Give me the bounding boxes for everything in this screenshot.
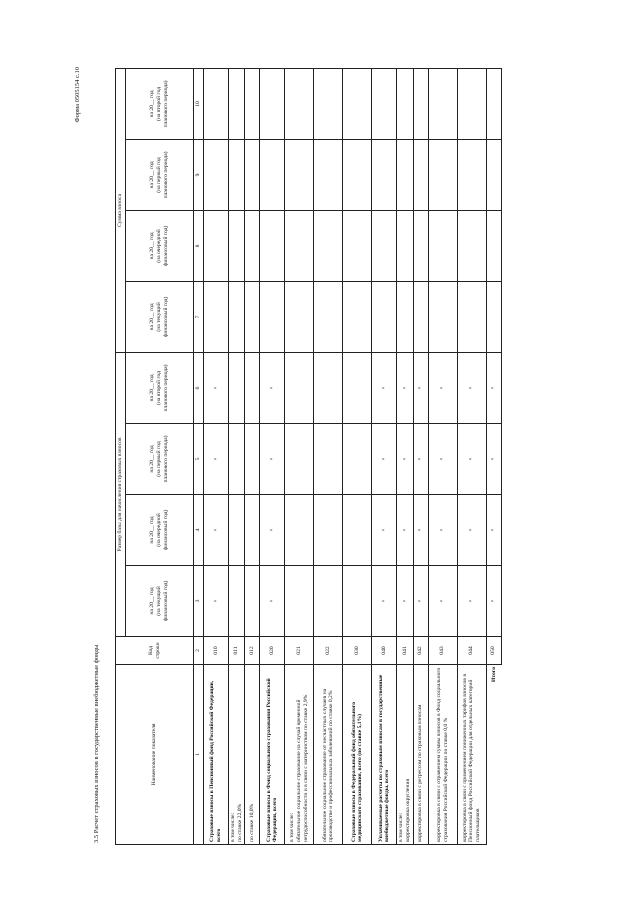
value-cell[interactable] xyxy=(314,424,343,495)
table-row xyxy=(285,68,314,844)
value-cell[interactable]: × xyxy=(204,352,229,423)
value-cell[interactable] xyxy=(457,210,486,281)
value-cell[interactable]: × xyxy=(260,424,285,495)
value-cell[interactable] xyxy=(457,139,486,210)
value-cell[interactable] xyxy=(397,210,413,281)
column-number: 8 xyxy=(194,210,204,281)
row-name: по ставке 10,0% xyxy=(245,665,260,845)
total-code: 050 xyxy=(486,637,501,665)
year-header-line: финансовый год) xyxy=(162,225,169,267)
row-name: корректировка в связи с отражением суммы взносов в Фонд социального страхования Российской Федерации по ставке 0,0 % xyxy=(428,665,457,845)
column-number: 1 xyxy=(194,665,204,845)
value-cell[interactable]: × xyxy=(413,352,428,423)
total-value-cell[interactable] xyxy=(486,68,501,139)
year-header-line: на 20__ год xyxy=(149,303,156,331)
row-code: 020 xyxy=(260,637,285,665)
value-cell[interactable] xyxy=(204,210,229,281)
col-header-code: Код строки xyxy=(116,637,194,665)
year-header-line: (на очередной xyxy=(156,229,163,263)
value-cell[interactable] xyxy=(343,210,372,281)
row-name: Страховые взносы в Пенсионный фонд Российской Федерации, всего xyxy=(204,665,229,845)
value-cell[interactable] xyxy=(314,566,343,637)
row-name: корректировка в связи с регрессом по страховым взносам xyxy=(413,665,428,845)
value-cell[interactable] xyxy=(428,210,457,281)
value-cell[interactable] xyxy=(260,210,285,281)
section-title: 3.5 Расчет страховых взносов в государственные внебюджетные фонды xyxy=(93,644,100,843)
value-cell[interactable]: × xyxy=(428,424,457,495)
year-header xyxy=(126,139,194,210)
value-cell[interactable] xyxy=(397,281,413,352)
value-cell[interactable] xyxy=(397,139,413,210)
value-cell[interactable]: × xyxy=(204,424,229,495)
row-name: обязательное социальное страхование от несчастных случаев на производстве и профессиональных заболеваний по ставке 0,2% xyxy=(314,665,343,845)
year-header-line: финансовый год) xyxy=(162,296,169,338)
value-cell[interactable] xyxy=(204,68,229,139)
row-code: 043 xyxy=(428,637,457,665)
value-cell[interactable] xyxy=(245,566,260,637)
year-header xyxy=(126,566,194,637)
table-row xyxy=(343,68,372,844)
value-cell[interactable]: × xyxy=(428,352,457,423)
value-cell[interactable] xyxy=(428,139,457,210)
year-header-line: финансовый год) xyxy=(162,509,169,551)
total-row xyxy=(486,68,501,844)
row-name: в том числе: по ставке 22,0% xyxy=(229,665,245,845)
value-cell[interactable] xyxy=(372,68,397,139)
table-row xyxy=(204,68,229,844)
value-cell[interactable] xyxy=(343,566,372,637)
contributions-table xyxy=(115,68,502,845)
group-header-sum: Сумма взноса xyxy=(116,68,126,352)
year-header-line: (на первый год xyxy=(156,441,163,477)
column-number: 5 xyxy=(194,424,204,495)
value-cell[interactable] xyxy=(285,68,314,139)
column-number: 7 xyxy=(194,281,204,352)
value-cell[interactable]: × xyxy=(428,495,457,566)
value-cell[interactable] xyxy=(343,68,372,139)
year-header-line: на 20__ год xyxy=(149,445,156,473)
year-header-line: (на очередной xyxy=(156,513,163,547)
row-code: 030 xyxy=(343,637,372,665)
table-row xyxy=(314,68,343,844)
value-cell[interactable] xyxy=(229,210,245,281)
year-header-line: на 20__ год xyxy=(149,587,156,615)
total-value-cell[interactable]: × xyxy=(486,424,501,495)
row-code: 044 xyxy=(457,637,486,665)
value-cell[interactable]: × xyxy=(372,424,397,495)
value-cell[interactable]: × xyxy=(372,495,397,566)
col-header-name: Наименование показателя xyxy=(116,665,194,845)
value-cell[interactable] xyxy=(229,424,245,495)
value-cell[interactable] xyxy=(343,352,372,423)
value-cell[interactable]: × xyxy=(397,495,413,566)
value-cell[interactable] xyxy=(245,68,260,139)
year-header xyxy=(126,68,194,139)
table-row xyxy=(372,68,397,844)
year-header-line: финансовый год) xyxy=(162,580,169,622)
value-cell[interactable] xyxy=(245,424,260,495)
row-name: корректировка в связи с применением пониженных тарифов взносов в Пенсионный фонд Российской Федерации для отдельных категорий плательщиков xyxy=(457,665,486,845)
value-cell[interactable] xyxy=(428,68,457,139)
row-name: Страховые взносы в Фонд социального страхования Российской Федерации, всего xyxy=(260,665,285,845)
value-cell[interactable] xyxy=(397,68,413,139)
total-value-cell[interactable] xyxy=(486,139,501,210)
year-header xyxy=(126,352,194,423)
year-header-line: (на первый год xyxy=(156,157,163,193)
value-cell[interactable]: × xyxy=(457,424,486,495)
row-code: 021 xyxy=(285,637,314,665)
row-code: 041 xyxy=(397,637,413,665)
column-number: 4 xyxy=(194,495,204,566)
table-row xyxy=(457,68,486,844)
value-cell[interactable] xyxy=(229,352,245,423)
value-cell[interactable] xyxy=(413,68,428,139)
value-cell[interactable]: × xyxy=(204,495,229,566)
value-cell[interactable] xyxy=(314,281,343,352)
value-cell[interactable]: × xyxy=(260,495,285,566)
group-header-base: Размер базы для начисления страховых взносов xyxy=(116,352,126,636)
value-cell[interactable]: × xyxy=(372,566,397,637)
table-row xyxy=(260,68,285,844)
row-code: 040 xyxy=(372,637,397,665)
value-cell[interactable] xyxy=(229,139,245,210)
total-value-cell[interactable] xyxy=(486,210,501,281)
table-row xyxy=(397,68,413,844)
table-row xyxy=(428,68,457,844)
total-value-cell[interactable] xyxy=(486,281,501,352)
value-cell[interactable]: × xyxy=(457,495,486,566)
value-cell[interactable] xyxy=(314,495,343,566)
row-code: 012 xyxy=(245,637,260,665)
total-value-cell[interactable]: × xyxy=(486,495,501,566)
value-cell[interactable] xyxy=(285,495,314,566)
value-cell[interactable] xyxy=(372,281,397,352)
value-cell[interactable] xyxy=(204,139,229,210)
row-name: в том числе: корректировка округления xyxy=(397,665,413,845)
year-header-line: планового периода) xyxy=(162,435,169,483)
row-code: 010 xyxy=(204,637,229,665)
value-cell[interactable]: × xyxy=(457,566,486,637)
year-header-line: (на второй год xyxy=(156,370,163,405)
form-reference: Форма 0505154 с.10 xyxy=(74,67,81,123)
value-cell[interactable] xyxy=(343,495,372,566)
total-value-cell[interactable]: × xyxy=(486,566,501,637)
value-cell[interactable] xyxy=(314,68,343,139)
value-cell[interactable]: × xyxy=(260,352,285,423)
value-cell[interactable] xyxy=(285,352,314,423)
row-code: 042 xyxy=(413,637,428,665)
value-cell[interactable] xyxy=(285,566,314,637)
value-cell[interactable] xyxy=(204,281,229,352)
value-cell[interactable] xyxy=(260,68,285,139)
row-name: в том числе: обязательное социальное страхование на случай временной нетрудоспособности и в связи с материнством по ставке 2,9% xyxy=(285,665,314,845)
value-cell[interactable] xyxy=(245,352,260,423)
year-header xyxy=(126,495,194,566)
value-cell[interactable] xyxy=(413,281,428,352)
row-code: 011 xyxy=(229,637,245,665)
year-header-line: на 20__ год xyxy=(149,161,156,189)
value-cell[interactable] xyxy=(343,139,372,210)
value-cell[interactable] xyxy=(245,139,260,210)
value-cell[interactable]: × xyxy=(413,424,428,495)
column-number: 3 xyxy=(194,566,204,637)
value-cell[interactable]: × xyxy=(428,566,457,637)
year-header-line: планового периода) xyxy=(162,151,169,199)
row-name: Страховые взносы в Федеральный фонд обязательного медицинского страхования, всего (по ставке 5,1%) xyxy=(343,665,372,845)
value-cell[interactable] xyxy=(229,495,245,566)
value-cell[interactable] xyxy=(314,352,343,423)
value-cell[interactable]: × xyxy=(413,495,428,566)
year-header-line: планового периода) xyxy=(162,364,169,412)
value-cell[interactable] xyxy=(229,68,245,139)
value-cell[interactable] xyxy=(372,139,397,210)
value-cell[interactable] xyxy=(260,139,285,210)
column-number: 10 xyxy=(194,68,204,139)
year-header-line: на 20__ год xyxy=(149,516,156,544)
value-cell[interactable]: × xyxy=(413,566,428,637)
value-cell[interactable] xyxy=(457,68,486,139)
total-value-cell[interactable]: × xyxy=(486,352,501,423)
column-number: 2 xyxy=(194,637,204,665)
year-header-line: (на текущий xyxy=(156,586,163,616)
value-cell[interactable] xyxy=(314,210,343,281)
value-cell[interactable] xyxy=(245,281,260,352)
value-cell[interactable] xyxy=(285,139,314,210)
year-header xyxy=(126,281,194,352)
value-cell[interactable] xyxy=(245,495,260,566)
year-header-line: на 20__ год xyxy=(149,232,156,260)
value-cell[interactable] xyxy=(413,210,428,281)
year-header-line: на 20__ год xyxy=(149,90,156,118)
value-cell[interactable]: × xyxy=(260,566,285,637)
year-header xyxy=(126,424,194,495)
value-cell[interactable] xyxy=(372,210,397,281)
value-cell[interactable] xyxy=(343,424,372,495)
column-number: 9 xyxy=(194,139,204,210)
value-cell[interactable] xyxy=(285,210,314,281)
table-row xyxy=(229,68,245,844)
year-header-line: на 20__ год xyxy=(149,374,156,402)
value-cell[interactable]: × xyxy=(397,352,413,423)
value-cell[interactable] xyxy=(413,139,428,210)
year-header-line: (на текущий xyxy=(156,302,163,332)
value-cell[interactable]: × xyxy=(457,352,486,423)
value-cell[interactable] xyxy=(428,281,457,352)
value-cell[interactable]: × xyxy=(397,566,413,637)
table-row xyxy=(245,68,260,844)
value-cell[interactable]: × xyxy=(397,424,413,495)
value-cell[interactable] xyxy=(229,281,245,352)
year-header-line: (на второй год xyxy=(156,86,163,121)
column-number: 6 xyxy=(194,352,204,423)
value-cell[interactable] xyxy=(245,210,260,281)
value-cell[interactable] xyxy=(229,566,245,637)
value-cell[interactable] xyxy=(314,139,343,210)
row-name: Уплачиваемые расчеты по страховым взносам в государственные внебюджетные фонды, всего xyxy=(372,665,397,845)
row-code: 022 xyxy=(314,637,343,665)
value-cell[interactable] xyxy=(285,281,314,352)
value-cell[interactable] xyxy=(343,281,372,352)
value-cell[interactable] xyxy=(457,281,486,352)
value-cell[interactable] xyxy=(285,424,314,495)
total-label: Итого xyxy=(490,667,497,683)
value-cell[interactable] xyxy=(260,281,285,352)
rotated-sheet xyxy=(74,65,639,845)
year-header-line: планового периода) xyxy=(162,80,169,128)
value-cell[interactable]: × xyxy=(204,566,229,637)
year-header xyxy=(126,210,194,281)
table-row xyxy=(413,68,428,844)
value-cell[interactable]: × xyxy=(372,352,397,423)
